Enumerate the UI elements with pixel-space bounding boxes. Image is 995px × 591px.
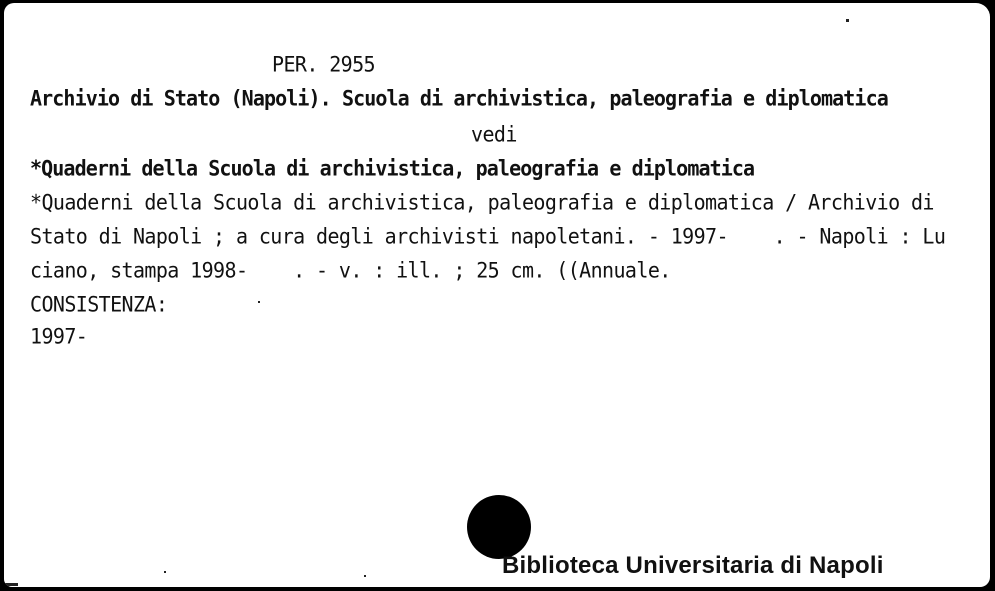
shelfmark: PER. 2955: [272, 51, 375, 77]
entry-line-3: ciano, stampa 1998- . - v. : ill. ; 25 cm. ((Annuale.: [30, 257, 671, 283]
library-stamp: Biblioteca Universitaria di Napoli: [502, 552, 884, 579]
punch-hole: [467, 495, 531, 559]
scan-speck: [846, 19, 849, 22]
entry-line-1: *Quaderni della Scuola di archivistica, paleografia e diplomatica / Archivio di: [30, 189, 934, 215]
catalog-card: [4, 3, 990, 587]
scan-speck: [258, 301, 260, 303]
scan-edge-mark: [4, 583, 18, 586]
main-heading: Archivio di Stato (Napoli). Scuola di archivistica, paleografia e diplomatica: [30, 85, 888, 111]
scan-speck: [164, 571, 166, 573]
entry-line-2: Stato di Napoli ; a cura degli archivisti napoletani. - 1997- . - Napoli : Lu: [30, 223, 946, 249]
scan-speck: [364, 575, 366, 577]
see-reference: vedi: [471, 121, 517, 147]
holdings-label: CONSISTENZA:: [30, 291, 168, 317]
see-heading: *Quaderni della Scuola di archivistica, paleografia e diplomatica: [30, 155, 755, 181]
holdings-value: 1997-: [30, 323, 88, 349]
